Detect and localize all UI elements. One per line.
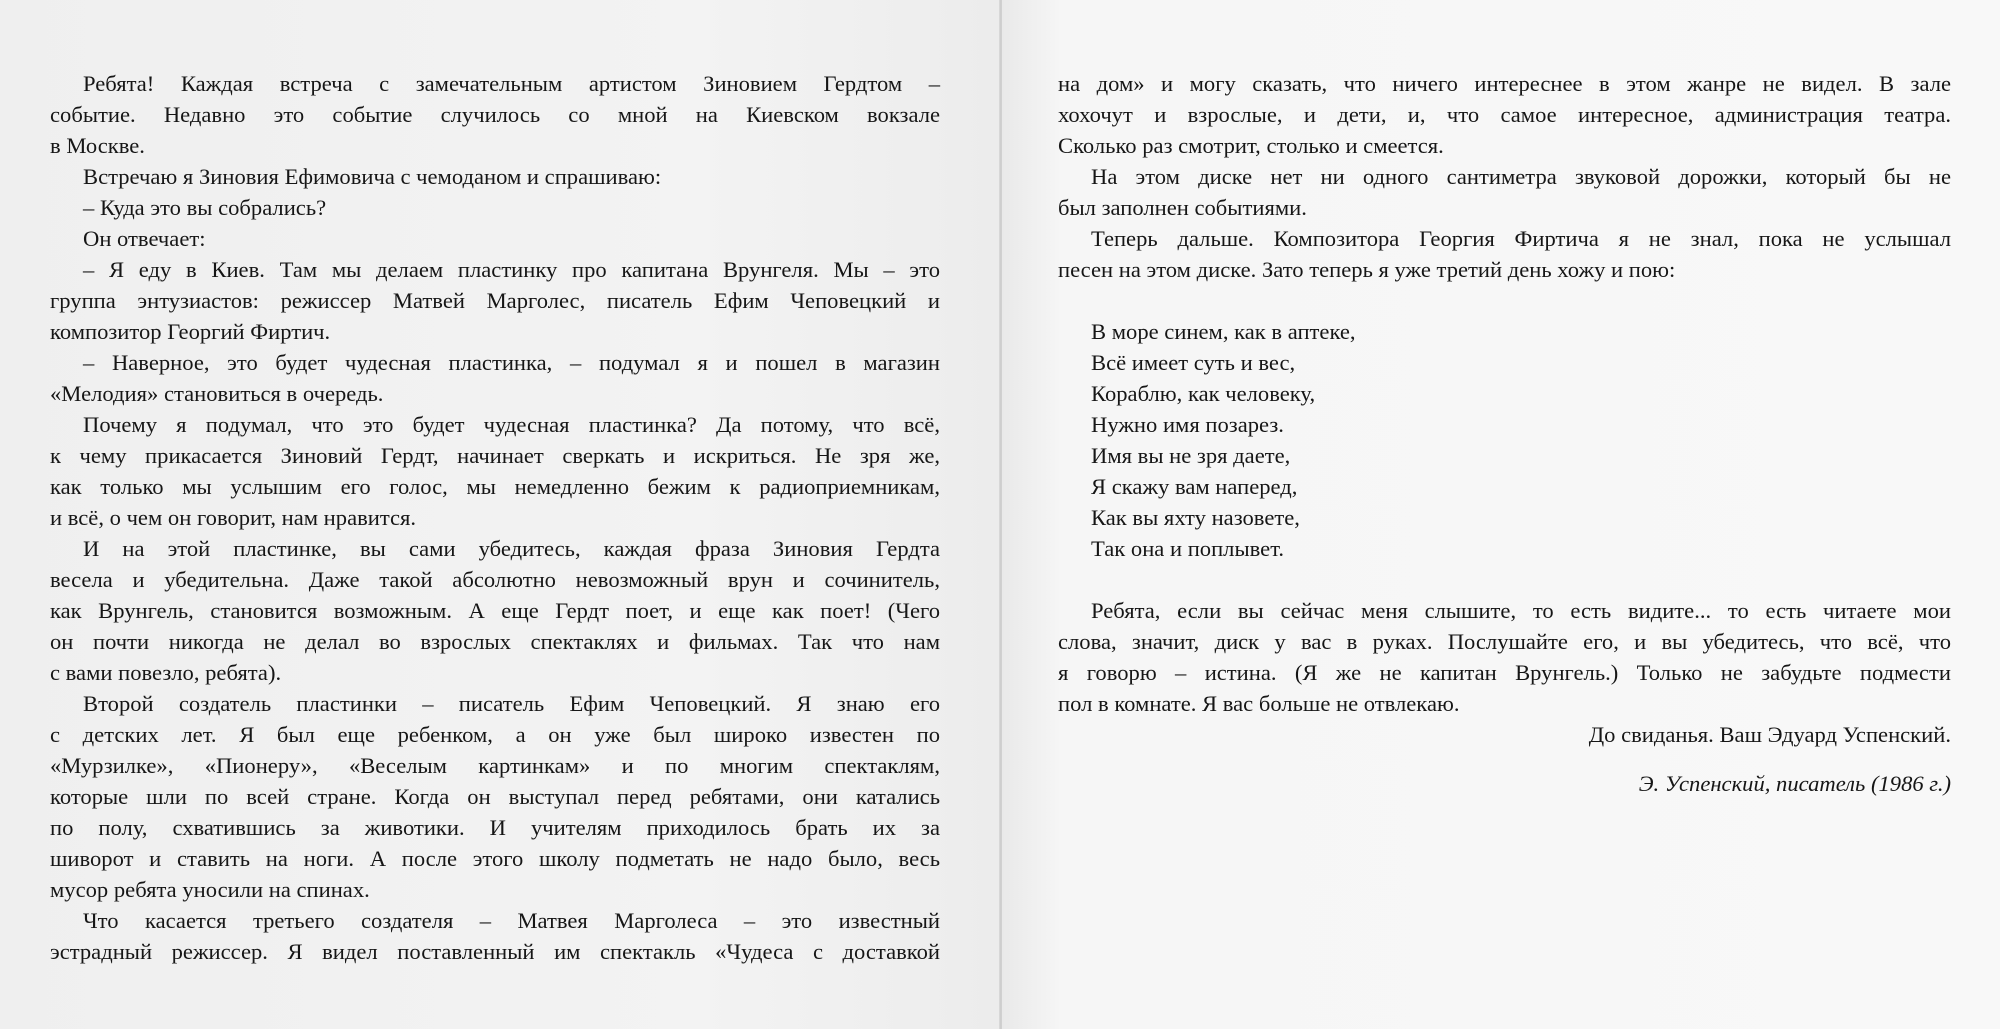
left-paragraph-line: – Наверное, это будет чудесная пластинка, – подумал я и пошел в магазин <box>83 350 940 375</box>
left-page-text <box>50 68 940 967</box>
poem-line: Имя вы не зря даете, <box>1091 443 1291 468</box>
right-paragraph-line: на дом» и могу сказать, что ничего интереснее в этом жанре не видел. В зале <box>1058 71 1951 96</box>
left-paragraph-line: «Мелодия» становиться в очередь. <box>50 381 384 406</box>
left-paragraph-line: композитор Георгий Фиртич. <box>50 319 331 344</box>
poem-line: Я скажу вам наперед, <box>1091 474 1298 499</box>
right-paragraph-line: был заполнен событиями. <box>1058 195 1307 220</box>
left-paragraph-line: Встречаю я Зиновия Ефимовича с чемоданом и спрашиваю: <box>83 164 662 189</box>
left-paragraph-line: И на этой пластинке, вы сами убедитесь, каждая фраза Зиновия Гердта <box>83 536 940 561</box>
right-paragraph-line: песен на этом диске. Зато теперь я уже третий день хожу и пою: <box>1058 257 1676 282</box>
left-paragraph-line: Почему я подумал, что это будет чудесная пластинка? Да потому, что всё, <box>83 412 940 437</box>
left-paragraph-line: весела и убедительна. Даже такой абсолютно невозможный врун и сочинитель, <box>50 567 940 592</box>
left-paragraph-line: – Куда это вы собрались? <box>83 195 327 220</box>
left-paragraph-line: с вами повезло, ребята). <box>50 660 282 685</box>
left-paragraph-line: к чему прикасается Зиновий Гердт, начинает сверкать и искриться. Не зря же, <box>50 443 940 468</box>
poem-line: Нужно имя позарез. <box>1091 412 1284 437</box>
right-intro-text <box>1058 68 1951 285</box>
left-paragraph-line: Ребята! Каждая встреча с замечательным артистом Зиновием Гердтом – <box>83 71 940 96</box>
left-paragraph-line: и всё, о чем он говорит, нам нравится. <box>50 505 417 530</box>
right-page-text <box>1058 68 1951 799</box>
poem-line: Всё имеет суть и вес, <box>1091 350 1296 375</box>
left-paragraph-line: событие. Недавно это событие случилось со мной на Киевском вокзале <box>50 102 940 127</box>
left-paragraph-line: группа энтузиастов: режиссер Матвей Марголес, писатель Ефим Чеповецкий и <box>50 288 940 313</box>
author-signature: Э. Успенский, писатель (1986 г.) <box>1638 771 1951 796</box>
right-page <box>1002 0 2000 1029</box>
right-paragraph-line: хохочут и взрослые, и дети, и, что самое интересное, администрация театра. <box>1058 102 1951 127</box>
left-paragraph-line: шиворот и ставить на ноги. А после этого школу подметать не надо было, весь <box>50 846 940 871</box>
left-paragraph-line: мусор ребята уносили на спинах. <box>50 877 370 902</box>
left-paragraph-line: по полу, схватившись за животики. И учителям приходилось брать их за <box>50 815 940 840</box>
poem-line: Так она и поплывет. <box>1091 536 1285 561</box>
left-paragraph-line: в Москве. <box>50 133 145 158</box>
left-paragraph-line: Что касается третьего создателя – Матвея Марголеса – это известный <box>83 908 940 933</box>
left-paragraph-line: Он отвечает: <box>83 226 206 251</box>
left-paragraph-line: как Врунгель, становится возможным. А еще Гердт поет, и еще как поет! (Чего <box>50 598 940 623</box>
poem-line: В море синем, как в аптеке, <box>1091 319 1356 344</box>
left-paragraph-line: которые шли по всей стране. Когда он выступал перед ребятами, они катались <box>50 784 940 809</box>
poem-line: Как вы яхту назовете, <box>1091 505 1300 530</box>
closing-paragraph-line: слова, значит, диск у вас в руках. Послушайте его, и вы убедитесь, что всё, что <box>1058 629 1951 654</box>
left-paragraph-line: как только мы услышим его голос, мы немедленно бежим к радиоприемникам, <box>50 474 940 499</box>
left-paragraph-line: Второй создатель пластинки – писатель Ефим Чеповецкий. Я знаю его <box>83 691 940 716</box>
left-paragraph-line: эстрадный режиссер. Я видел поставленный им спектакль «Чудеса с доставкой <box>50 939 940 964</box>
left-paragraph-line: «Мурзилке», «Пионеру», «Веселым картинкам» и по многим спектаклям, <box>50 753 940 778</box>
closing-paragraph-line: пол в комнате. Я вас больше не отвлекаю. <box>1058 691 1460 716</box>
poem <box>1058 316 1951 564</box>
poem-line: Кораблю, как человеку, <box>1091 381 1316 406</box>
farewell-line: До свиданья. Ваш Эдуард Успенский. <box>1588 722 1951 747</box>
left-paragraph-line: он почти никогда не делал во взрослых спектаклях и фильмах. Так что нам <box>50 629 940 654</box>
closing-paragraph-line: Ребята, если вы сейчас меня слышите, то есть видите... то есть читаете мои <box>1091 598 1951 623</box>
closing-paragraph-line: я говорю – истина. (Я же не капитан Врунгель.) Только не забудьте подмести <box>1058 660 1951 685</box>
right-paragraph-line: На этом диске нет ни одного сантиметра звуковой дорожки, который бы не <box>1091 164 1951 189</box>
left-paragraph-line: с детских лет. Я был еще ребенком, а он уже был широко известен по <box>50 722 940 747</box>
closing-text <box>1058 595 1951 719</box>
right-paragraph-line: Теперь дальше. Композитора Георгия Фиртича я не знал, пока не услышал <box>1091 226 1951 251</box>
right-paragraph-line: Сколько раз смотрит, столько и смеется. <box>1058 133 1444 158</box>
left-paragraph-line: – Я еду в Киев. Там мы делаем пластинку про капитана Врунгеля. Мы – это <box>83 257 940 282</box>
